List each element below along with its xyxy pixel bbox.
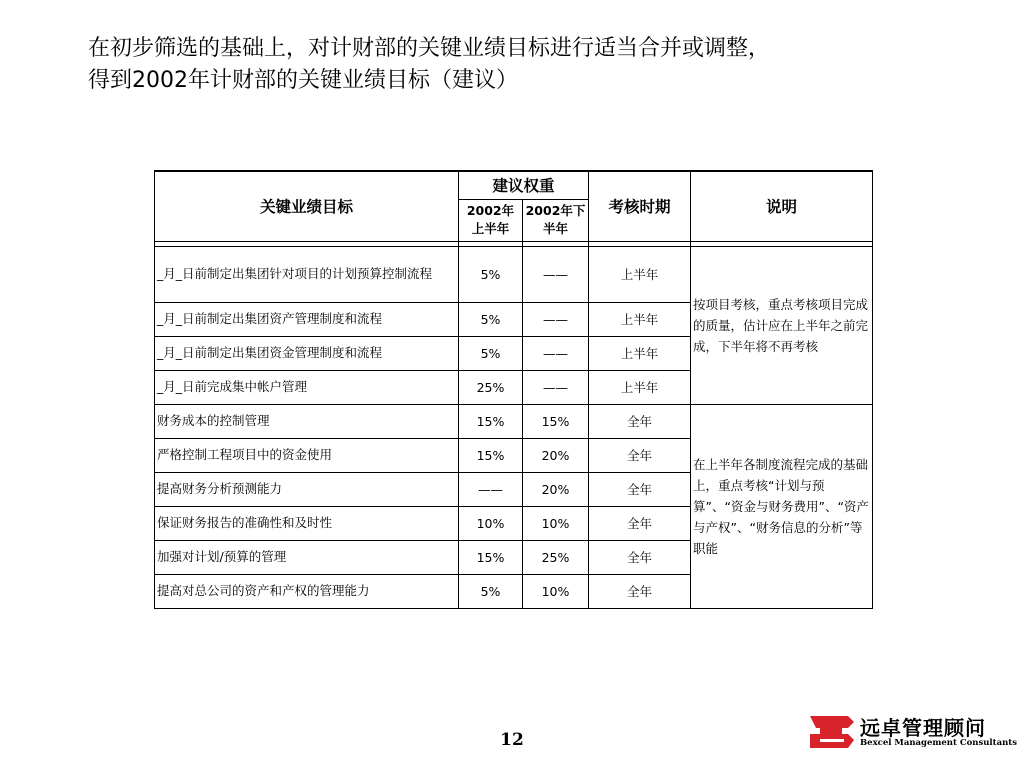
row-goal: _月_日前制定出集团资产管理制度和流程 — [155, 302, 459, 336]
row-h2: 15% — [523, 404, 589, 438]
row-goal: _月_日前制定出集团针对项目的计划预算控制流程 — [155, 246, 459, 302]
header-h1: 2002年上半年 — [459, 199, 523, 241]
row-h2: 20% — [523, 472, 589, 506]
row-period: 全年 — [589, 574, 691, 608]
row-period: 全年 — [589, 540, 691, 574]
row-h2: —— — [523, 246, 589, 302]
header-h2: 2002年下半年 — [523, 199, 589, 241]
row-h1: 5% — [459, 336, 523, 370]
logo-chinese-name: 远卓管理顾问 — [860, 716, 986, 740]
row-goal: _月_日前制定出集团资金管理制度和流程 — [155, 336, 459, 370]
kpi-table — [154, 170, 873, 609]
page-number: 12 — [500, 730, 524, 750]
company-logo — [808, 710, 1017, 754]
row-h2: —— — [523, 336, 589, 370]
row-h1: 5% — [459, 302, 523, 336]
table-row — [155, 246, 873, 302]
row-h1: 15% — [459, 404, 523, 438]
slide-title-line-2: 得到2002年计财部的关键业绩目标（建议） — [88, 68, 518, 93]
row-goal: 财务成本的控制管理 — [155, 404, 459, 438]
row-h1: 5% — [459, 574, 523, 608]
row-h2: 10% — [523, 574, 589, 608]
logo-mark-icon — [808, 712, 856, 752]
row-h1: —— — [459, 472, 523, 506]
row-period: 全年 — [589, 404, 691, 438]
logo-mark-top — [810, 716, 854, 728]
row-h1: 10% — [459, 506, 523, 540]
row-period: 全年 — [589, 472, 691, 506]
slide-title-line-1: 在初步筛选的基础上，对计财部的关键业绩目标进行适当合并或调整， — [88, 36, 771, 61]
row-h1: 15% — [459, 438, 523, 472]
note-group-1: 按项目考核，重点考核项目完成的质量，估计应在上半年之前完成，下半年将不再考核 — [691, 246, 873, 404]
slide-title — [88, 33, 988, 97]
row-period: 全年 — [589, 438, 691, 472]
row-h2: 25% — [523, 540, 589, 574]
row-period: 上半年 — [589, 302, 691, 336]
row-period: 全年 — [589, 506, 691, 540]
row-h2: —— — [523, 302, 589, 336]
logo-mark-line — [820, 739, 844, 742]
row-goal: 保证财务报告的准确性和及时性 — [155, 506, 459, 540]
row-period: 上半年 — [589, 370, 691, 404]
row-period: 上半年 — [589, 246, 691, 302]
row-goal: 提高财务分析预测能力 — [155, 472, 459, 506]
header-note: 说明 — [691, 171, 873, 241]
row-period: 上半年 — [589, 336, 691, 370]
row-h2: 20% — [523, 438, 589, 472]
logo-mark-stripe — [820, 728, 842, 734]
row-goal: 加强对计划/预算的管理 — [155, 540, 459, 574]
row-h1: 15% — [459, 540, 523, 574]
table-row — [155, 404, 873, 438]
row-h2: —— — [523, 370, 589, 404]
header-goal: 关键业绩目标 — [155, 171, 459, 241]
logo-english-name: Bexcel Management Consultants — [860, 738, 1017, 748]
header-weight: 建议权重 — [459, 171, 589, 199]
row-goal: 提高对总公司的资产和产权的管理能力 — [155, 574, 459, 608]
row-h1: 25% — [459, 370, 523, 404]
header-period: 考核时期 — [589, 171, 691, 241]
row-goal: 严格控制工程项目中的资金使用 — [155, 438, 459, 472]
logo-mark-shape — [810, 716, 854, 748]
row-h1: 5% — [459, 246, 523, 302]
note-group-2: 在上半年各制度流程完成的基础上，重点考核“计划与预算”、“资金与财务费用”、“资产与产权”、“财务信息的分析”等职能 — [691, 404, 873, 608]
row-h2: 10% — [523, 506, 589, 540]
row-goal: _月_日前完成集中帐户管理 — [155, 370, 459, 404]
